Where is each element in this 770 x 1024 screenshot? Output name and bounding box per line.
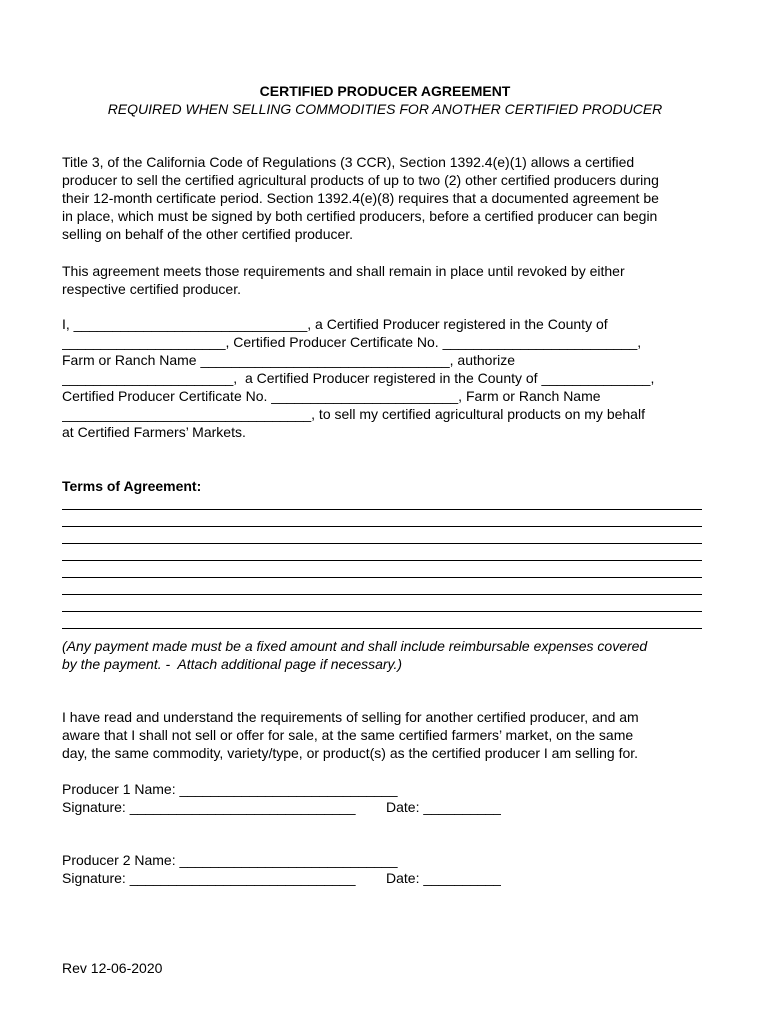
acknowledgment-line: aware that I shall not sell or offer for sale, at the same certified farmers’ market, on the same <box>62 727 634 743</box>
requirement-paragraph <box>62 262 710 298</box>
terms-blank-line[interactable] <box>62 527 702 544</box>
acknowledgment-paragraph <box>62 708 710 762</box>
authorization-line: I, ______________________________, a Certified Producer registered in the County of <box>62 316 608 332</box>
authorization-line: at Certified Farmers’ Markets. <box>62 424 246 440</box>
producer2-block <box>62 851 662 891</box>
producer2-name-field[interactable]: Producer 2 Name: ____________________________ <box>62 852 398 868</box>
terms-blank-line[interactable] <box>62 561 702 578</box>
requirement-line: respective certified producer. <box>62 281 241 297</box>
terms-blank-line[interactable] <box>62 578 702 595</box>
terms-blank-line[interactable] <box>62 493 702 510</box>
acknowledgment-line: day, the same commodity, variety/type, or product(s) as the certified producer I am selling for. <box>62 745 639 761</box>
payment-note-line: by the payment. - Attach additional page if necessary.) <box>62 656 403 672</box>
intro-paragraph <box>62 153 710 243</box>
producer1-date-field[interactable]: Date: __________ <box>386 799 502 815</box>
producer1-name-field[interactable]: Producer 1 Name: ____________________________ <box>62 781 398 797</box>
producer1-block <box>62 780 662 820</box>
producer2-signature-field[interactable]: Signature: _____________________________ <box>62 870 356 886</box>
authorization-paragraph <box>62 315 712 441</box>
intro-line: their 12-month certificate period. Section 1392.4(e)(8) requires that a documented agreement be <box>62 190 659 206</box>
authorization-line: _____________________, Certified Producer Certificate No. _________________________, <box>62 334 642 350</box>
terms-heading: Terms of Agreement: <box>62 478 202 494</box>
authorization-line: ______________________, a Certified Producer registered in the County of ______________, <box>62 370 655 386</box>
intro-line: in place, which must be signed by both certified producers, before a certified producer can begin <box>62 208 658 224</box>
authorization-line: Certified Producer Certificate No. ________________________, Farm or Ranch Name <box>62 388 601 404</box>
intro-line: producer to sell the certified agricultural products of up to two (2) other certified producers during <box>62 172 659 188</box>
requirement-line: This agreement meets those requirements and shall remain in place until revoked by either <box>62 263 625 279</box>
terms-blank-lines <box>62 493 702 629</box>
revision-label: Rev 12-06-2020 <box>62 960 163 976</box>
payment-note-line: (Any payment made must be a fixed amount and shall include reimbursable expenses covered <box>62 638 648 654</box>
producer2-date-field[interactable]: Date: __________ <box>386 870 502 886</box>
intro-line: Title 3, of the California Code of Regulations (3 CCR), Section 1392.4(e)(1) allows a certified <box>62 154 635 170</box>
producer1-signature-field[interactable]: Signature: _____________________________ <box>62 799 356 815</box>
payment-note <box>62 637 710 673</box>
document-subtitle: REQUIRED WHEN SELLING COMMODITIES FOR ANOTHER CERTIFIED PRODUCER <box>107 101 663 117</box>
terms-blank-line[interactable] <box>62 544 702 561</box>
document-title: CERTIFIED PRODUCER AGREEMENT <box>259 83 511 99</box>
terms-blank-line[interactable] <box>62 510 702 527</box>
authorization-line: Farm or Ranch Name ________________________________, authorize <box>62 352 516 368</box>
acknowledgment-line: I have read and understand the requirements of selling for another certified producer, and am <box>62 709 639 725</box>
terms-blank-line[interactable] <box>62 595 702 612</box>
intro-line: selling on behalf of the other certified producer. <box>62 226 354 242</box>
terms-blank-line[interactable] <box>62 612 702 629</box>
authorization-line: ________________________________, to sell my certified agricultural products on my behalf <box>62 406 645 422</box>
